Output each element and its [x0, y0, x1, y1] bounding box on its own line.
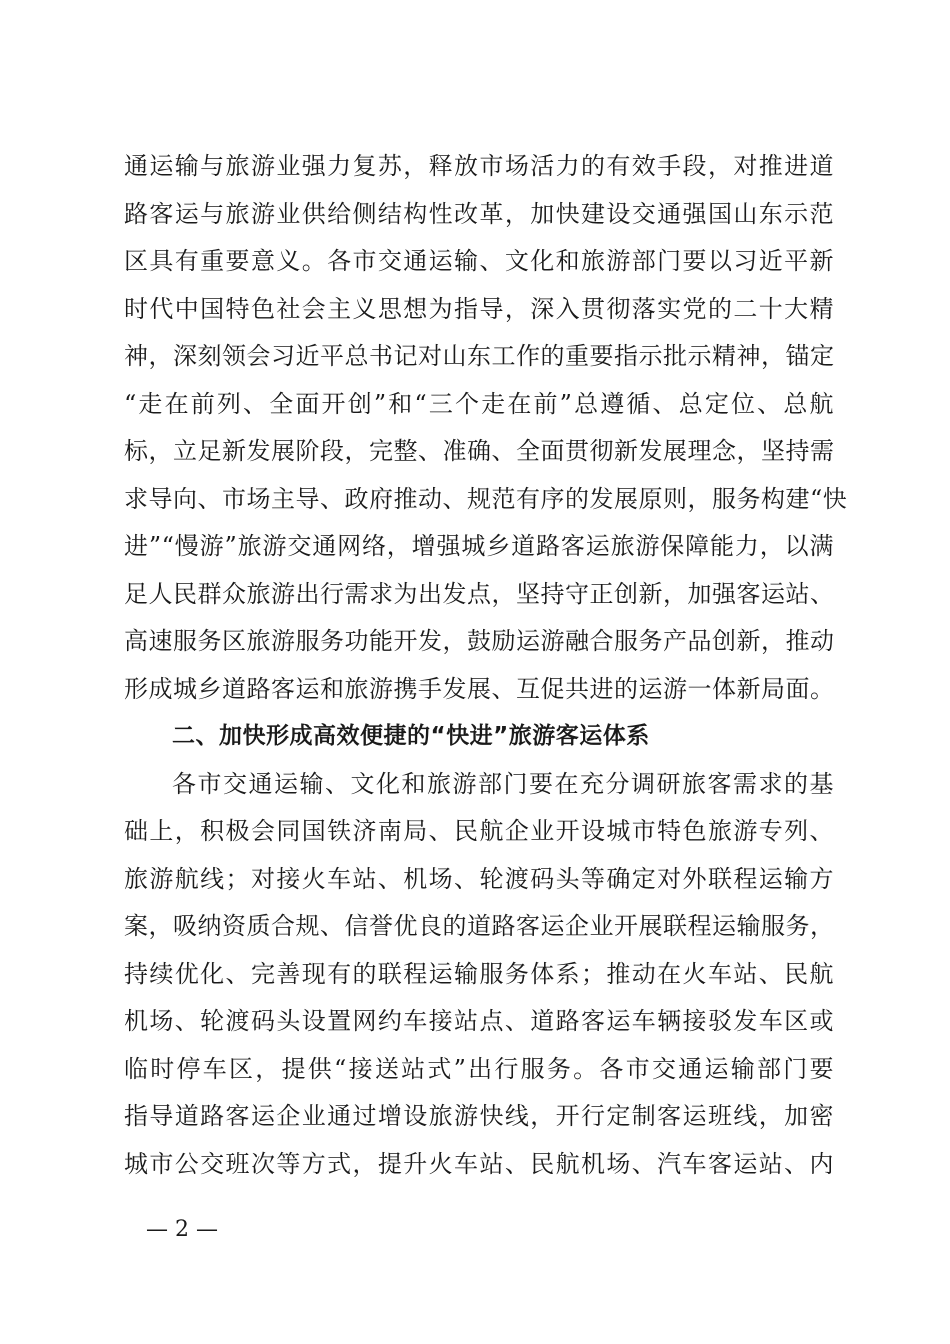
paragraph-line: 持续优化、完善现有的联程运输服务体系；推动在火车站、民航	[124, 959, 834, 988]
paragraph-line: 临时停车区，提供“接送站式”出行服务。各市交通运输部门要	[124, 1054, 834, 1083]
paragraph-line: 础上，积极会同国铁济南局、民航企业开设城市特色旅游专列、	[124, 817, 834, 845]
paragraph-line: 时代中国特色社会主义思想为指导，深入贯彻落实党的二十大精	[124, 294, 834, 323]
paragraph-line: “走在前列、全面开创”和“三个走在前”总遵循、总定位、总航	[124, 389, 834, 418]
paragraph-line: 标，立足新发展阶段，完整、准确、全面贯彻新发展理念，坚持需	[124, 437, 835, 465]
paragraph-line: 旅游航线；对接火车站、机场、轮渡码头等确定对外联程运输方	[124, 864, 834, 893]
paragraph-line: 案，吸纳资质合规、信誉优良的道路客运企业开展联程运输服务，	[124, 912, 835, 940]
paragraph-line: 指导道路客运企业通过增设旅游快线，开行定制客运班线，加密	[124, 1102, 834, 1130]
section-heading: 二、加快形成高效便捷的“快进”旅游客运体系	[172, 723, 650, 749]
paragraph-line: 机场、轮渡码头设置网约车接站点、道路客运车辆接驳发车区或	[124, 1007, 834, 1035]
paragraph-line: 路客运与旅游业供给侧结构性改革，加快建设交通强国山东示范	[124, 199, 834, 228]
body-text	[124, 143, 848, 1188]
paragraph-line: 神，深刻领会习近平总书记对山东工作的重要指示批示精神，锚定	[124, 342, 835, 370]
paragraph-line: 各市交通运输、文化和旅游部门要在充分调研旅客需求的基	[172, 769, 834, 798]
paragraph-line: 求导向、市场主导、政府推动、规范有序的发展原则，服务构建“快	[124, 484, 848, 513]
paragraph-line: 区具有重要意义。各市交通运输、文化和旅游部门要以习近平新	[124, 247, 834, 275]
paragraph-line: 城市公交班次等方式，提升火车站、民航机场、汽车客运站、内	[124, 1149, 834, 1178]
page-number: — 2 —	[146, 1217, 218, 1242]
paragraph-line: 形成城乡道路客运和旅游携手发展、互促共进的运游一体新局面。	[124, 674, 835, 703]
paragraph-line: 足人民群众旅游出行需求为出发点，坚持守正创新，加强客运站、	[124, 579, 835, 608]
paragraph-line: 通运输与旅游业强力复苏，释放市场活力的有效手段，对推进道	[124, 152, 834, 180]
paragraph-line: 高速服务区旅游服务功能开发，鼓励运游融合服务产品创新，推动	[124, 627, 835, 655]
paragraph-line: 进”“慢游”旅游交通网络，增强城乡道路客运旅游保障能力，以满	[124, 532, 834, 560]
